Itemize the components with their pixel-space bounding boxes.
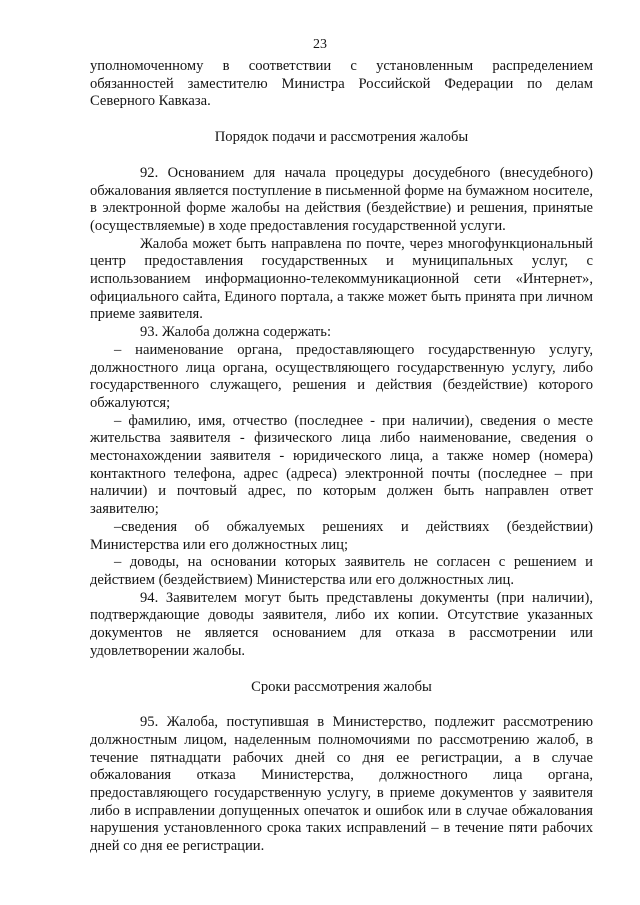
section-heading-review-terms: Сроки рассмотрения жалобы — [251, 678, 432, 695]
intro-paragraph: уполномоченному в соответствии с установленным распределением обязанностей заместителю Министра Российской Федерации по делам Северного Кавказа. — [90, 58, 593, 110]
paragraph-94: 94. Заявителем могут быть представлены документы (при наличии), подтверждающие доводы заявителя, либо их копии. Отсутствие указанных документов не является основанием для отказа в рассмотрении или удовлетворении жалобы. — [90, 589, 593, 659]
list-item: – фамилию, имя, отчество (последнее - при наличии), сведения о месте жительства заявителя - физического лица либо наименование, сведения о местонахождении заявителя - юридического лица, а также номер (номера) контактного телефона, адрес (адреса) электронной почты (последнее – при наличии) и почтовый адрес, по которым должен быть направлен ответ заявителю; — [90, 412, 593, 518]
paragraph-95: 95. Жалоба, поступившая в Министерство, подлежит рассмотрению должностным лицом, наделенным полномочиями по рассмотрению жалоб, в течение пятнадцати рабочих дней со дня ее регистрации, а в случае обжалования отказа Министерства, должностного лица органа, предоставляющего государственную услугу, в приеме документов у заявителя либо в исправлении допущенных опечаток и ошибок или в случае обжалования нарушения установленного срока таких исправлений – в течение пяти рабочих дней со дня ее регистрации. — [90, 714, 593, 855]
section-heading-complaint-procedure: Порядок подачи и рассмотрения жалобы — [214, 129, 469, 146]
list-item: – наименование органа, предоставляющего государственную услугу, должностного лица органа, осуществляющего государственную услугу, либо государственного служащего, решения и действия (бездействие) которого обжалуются; — [90, 341, 593, 411]
document-body — [90, 58, 593, 856]
list-item: –сведения об обжалуемых решениях и действиях (бездействии) Министерства или его должностных лиц; — [90, 518, 593, 553]
list-item: – доводы, на основании которых заявитель не согласен с решением и действием (бездействием) Министерства или его должностных лиц. — [90, 554, 593, 588]
paragraph-93: 93. Жалоба должна содержать: — [140, 324, 331, 341]
paragraph-92-continued: Жалоба может быть направлена по почте, через многофункциональный центр предоставления государственных и муниципальных услуг, с использованием информационно-телекоммуникационной сети «Интернет», официального сайта, Единого портала, а также может быть принята при личном приеме заявителя. — [90, 235, 593, 323]
page-number: 23 — [313, 37, 327, 52]
paragraph-92: 92. Основанием для начала процедуры досудебного (внесудебного) обжалования является поступление в письменной форме на бумажном носителе, в электронной форме жалобы на действия (бездействие) и решения, принятые (осуществляемые) в ходе предоставления государственной услуги. — [90, 164, 593, 234]
